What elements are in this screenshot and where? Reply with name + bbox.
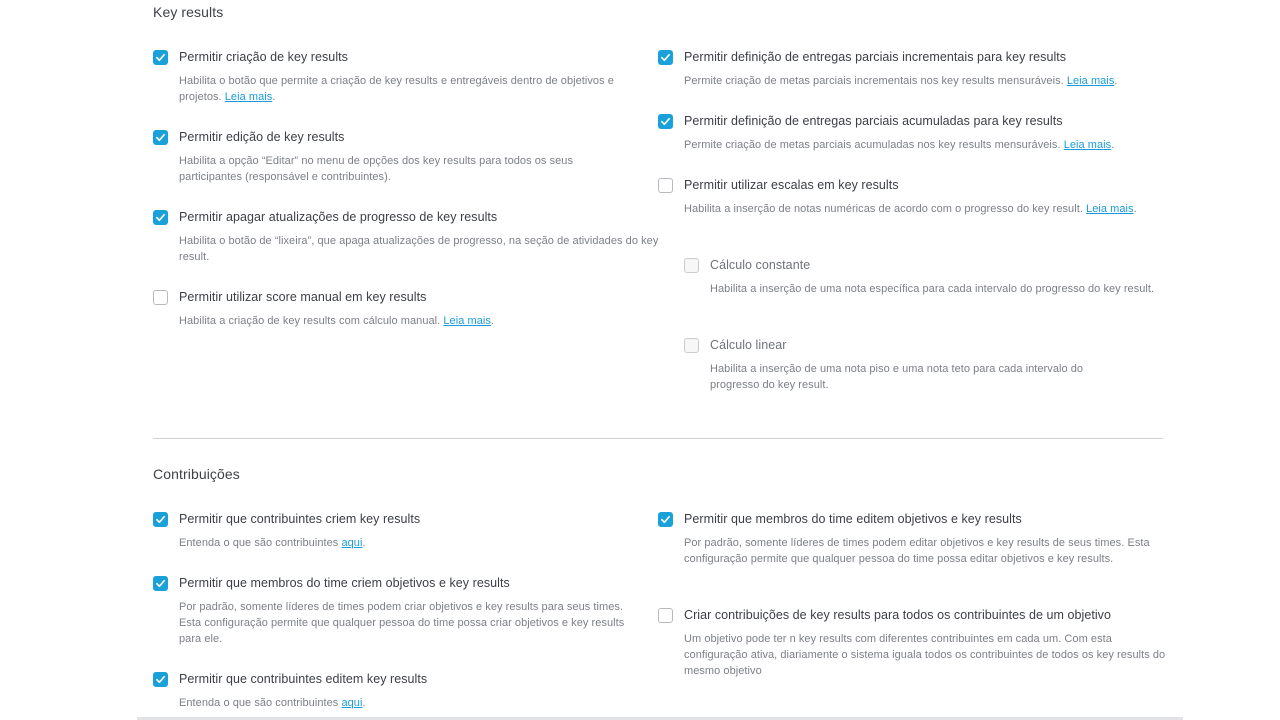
option-description: Por padrão, somente líderes de times podem editar objetivos e key results de seus times. Esta configuração permite que qualquer pessoa do time possa editar objetivos e key results. <box>684 537 1150 565</box>
check-icon <box>155 52 166 63</box>
checkbox-team-members-edit-objectives[interactable] <box>658 512 673 527</box>
checkbox-team-members-create-objectives[interactable] <box>153 576 168 591</box>
section-title-contributions: Contribuições <box>153 466 240 482</box>
checkbox-linear-calculation[interactable] <box>684 338 699 353</box>
option-label: Permitir definição de entregas parciais incrementais para key results <box>684 50 1067 64</box>
option-label: Cálculo linear <box>710 338 787 352</box>
checkbox-allow-delete-progress-updates[interactable] <box>153 210 168 225</box>
checkbox-incremental-partial-deliveries[interactable] <box>658 50 673 65</box>
check-icon <box>660 116 671 127</box>
option-allow-manual-score <box>153 289 653 327</box>
option-contributors-edit-key-results <box>153 671 653 709</box>
check-icon <box>155 578 166 589</box>
option-description: Entenda o que são contribuintes aqui. <box>179 537 366 549</box>
option-allow-edit-key-results <box>153 129 653 183</box>
option-description: Habilita a inserção de uma nota piso e uma nota teto para cada intervalo do progresso do key result. <box>710 363 1084 391</box>
read-more-link[interactable]: Leia mais <box>224 91 273 103</box>
option-description: Um objetivo pode ter n key results com diferentes contribuintes em cada um. Com esta configuração ativa, diariamente o sistema iguala todos os contribuintes de todos os key results do mesmo objetivo <box>684 633 1166 677</box>
read-more-link[interactable]: Leia mais <box>1086 203 1134 215</box>
option-description: Habilita a inserção de notas numéricas de acordo com o progresso do key result. Leia mais. <box>684 203 1137 215</box>
option-description: Por padrão, somente líderes de times podem criar objetivos e key results para seus times. Esta configuração permite que qualquer pessoa do time possa criar objetivos e key results para ele. <box>179 601 625 645</box>
option-label: Cálculo constante <box>710 258 811 272</box>
checkbox-allow-edit-key-results[interactable] <box>153 130 168 145</box>
option-label: Permitir que membros do time criem objetivos e key results <box>179 576 510 590</box>
section-divider <box>153 438 1163 439</box>
option-label: Permitir utilizar score manual em key results <box>179 290 427 304</box>
option-description: Habilita a criação de key results com cálculo manual. Leia mais. <box>179 315 495 327</box>
option-label: Permitir utilizar escalas em key results <box>684 178 899 192</box>
option-description: Permite criação de metas parciais acumuladas nos key results mensuráveis. Leia mais. <box>684 139 1115 151</box>
here-link[interactable]: aqui <box>341 537 363 549</box>
option-team-members-create-objectives <box>153 575 653 645</box>
option-constant-calculation <box>684 257 1184 295</box>
option-label: Permitir apagar atualizações de progresso de key results <box>179 210 498 224</box>
option-description: Habilita a opção “Editar” no menu de opções dos key results para todos os seus participantes (responsável e contribuintes). <box>179 155 574 183</box>
here-link[interactable]: aqui <box>341 697 363 709</box>
checkbox-allow-manual-score[interactable] <box>153 290 168 305</box>
option-allow-scales <box>658 177 1158 215</box>
check-icon <box>660 514 671 525</box>
checkbox-allow-scales[interactable] <box>658 178 673 193</box>
option-create-contributions-for-all <box>658 607 1166 677</box>
option-label: Permitir que membros do time editem objetivos e key results <box>684 512 1022 526</box>
option-label: Permitir edição de key results <box>179 130 345 144</box>
option-label: Permitir definição de entregas parciais acumuladas para key results <box>684 114 1063 128</box>
option-label: Permitir que contribuintes editem key results <box>179 672 428 686</box>
option-incremental-partial-deliveries <box>658 49 1158 87</box>
option-linear-calculation <box>684 337 1184 391</box>
option-description: Habilita o botão de “lixeira”, que apaga atualizações de progresso, na seção de atividades do key result. <box>179 235 659 263</box>
option-description: Permite criação de metas parciais incrementais nos key results mensuráveis. Leia mais. <box>684 75 1118 87</box>
option-contributors-create-key-results <box>153 511 653 549</box>
check-icon <box>155 674 166 685</box>
check-icon <box>660 52 671 63</box>
checkbox-constant-calculation[interactable] <box>684 258 699 273</box>
checkbox-contributors-edit-key-results[interactable] <box>153 672 168 687</box>
checkbox-contributors-create-key-results[interactable] <box>153 512 168 527</box>
read-more-link[interactable]: Leia mais <box>1063 139 1112 151</box>
check-icon <box>155 132 166 143</box>
check-icon <box>155 212 166 223</box>
option-allow-create-key-results <box>153 49 653 103</box>
section-title-key-results: Key results <box>153 4 224 20</box>
option-label: Criar contribuições de key results para todos os contribuintes de um objetivo <box>684 608 1111 622</box>
read-more-link[interactable]: Leia mais <box>1066 75 1115 87</box>
option-allow-delete-progress-updates <box>153 209 659 263</box>
option-label: Permitir que contribuintes criem key results <box>179 512 421 526</box>
read-more-link[interactable]: Leia mais <box>443 315 491 327</box>
checkbox-allow-create-key-results[interactable] <box>153 50 168 65</box>
option-label: Permitir criação de key results <box>179 50 348 64</box>
option-accumulated-partial-deliveries <box>658 113 1158 151</box>
checkbox-create-contributions-for-all[interactable] <box>658 608 673 623</box>
option-team-members-edit-objectives <box>658 511 1158 565</box>
checkbox-accumulated-partial-deliveries[interactable] <box>658 114 673 129</box>
option-description: Entenda o que são contribuintes aqui. <box>179 697 366 709</box>
option-description: Habilita a inserção de uma nota específica para cada intervalo do progresso do key result. <box>710 283 1155 295</box>
option-description: Habilita o botão que permite a criação de key results e entregáveis dentro de objetivos e projetos. Leia mais. <box>179 75 614 103</box>
check-icon <box>155 514 166 525</box>
